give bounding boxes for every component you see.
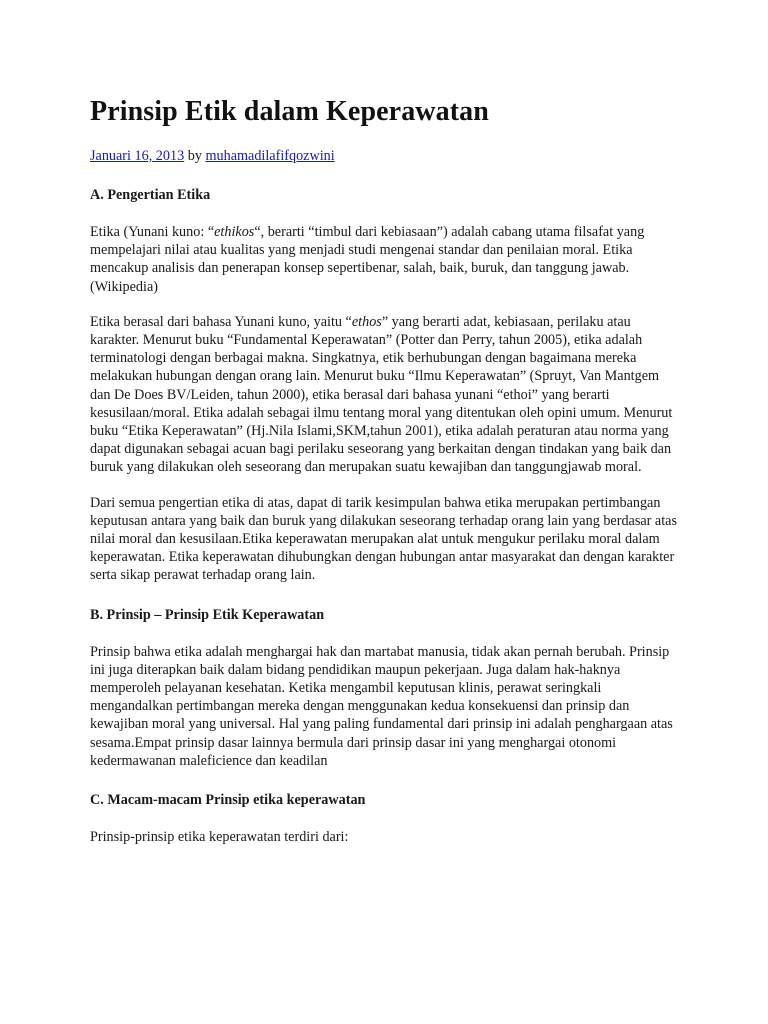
section-a-paragraph-1	[90, 223, 682, 296]
page-title: Prinsip Etik dalam Keperawatan	[90, 96, 489, 127]
by-label: by	[187, 148, 202, 164]
section-a-paragraph-3: Dari semua pengertian etika di atas, dapat di tarik kesimpulan bahwa etika merupakan pertimbangan keputusan antara yang baik dan buruk yang dilakukan seseorang terhadap orang lain yang berdasar atas nilai moral dan kesusilaan.Etika keperawatan merupakan alat untuk mengukur perilaku moral dalam keperawatan. Etika keperawatan dihubungkan dengan hubungan antar masyarakat dan dengan karakter serta sikap perawat terhadap orang lain.	[90, 494, 677, 584]
section-a-paragraph-2	[90, 313, 682, 477]
section-a-heading: A. Pengertian Etika	[90, 187, 211, 203]
text-span: ” yang berarti adat, kebiasaan, perilaku atau karakter. Menurut buku “Fundamental Keperawatan” (Potter dan Perry, tahun 2005), etika adalah terminatologi dengan berbagai makna. Singkatnya, etik berhubungan dengan bagaimana mereka melakukan hubungan dengan orang lain. Menurut buku “Ilmu Keperawatan” (Spruyt, Van Mantgem dan De Does BV/Leiden, tahun 2000), etika berasal dari bahasa yunani “ethoi” yang berarti kesusilaan/moral. Etika adalah sebagai ilmu tentang moral yang ditentukan oleh opini umum. Menurut buku “Etika Keperawatan” (Hj.Nila Islami,SKM,tahun 2001), etika adalah peraturan atau norma yang dapat digunakan sebagai acuan bagi perilaku seseorang yang berkaitan dengan tindakan yang baik dan buruk yang dilakukan oleh seseorang dan merupakan suatu kewajiban dan tanggungjawab moral.	[90, 313, 673, 476]
section-c-paragraph-1: Prinsip-prinsip etika keperawatan terdiri dari:	[90, 829, 349, 846]
section-b-heading: B. Prinsip – Prinsip Etik Keperawatan	[90, 606, 325, 623]
author-link[interactable]: muhamadilafifqozwini	[205, 148, 335, 164]
text-span: “, berarti “timbul dari kebiasaan”) adalah cabang utama filsafat yang mempelajari nilai atau kualitas yang menjadi studi mengenai standar dan penilaian moral. Etika mencakup analisis dan penerapan konsep sepertibenar, salah, baik, buruk, dan tanggung jawab.(Wikipedia)	[90, 224, 645, 295]
text-span: Etika berasal dari bahasa Yunani kuno, yaitu “	[90, 313, 352, 330]
post-meta	[90, 147, 682, 165]
document-page	[90, 94, 682, 846]
italic-term: ethos	[351, 313, 382, 330]
section-c-heading: C. Macam-macam Prinsip etika keperawatan	[90, 792, 366, 809]
italic-term: ethikos	[214, 224, 255, 240]
section-b-paragraph-1: Prinsip bahwa etika adalah menghargai hak dan martabat manusia, tidak akan pernah berubah. Prinsip ini juga diterapkan baik dalam bidang pendidikan maupun pekerjaan. Juga dalam hak-haknya memperoleh pelayanan kesehatan. Ketika mengambil keputusan klinis, perawat seringkali mengandalkan pertimbangan mereka dengan menggunakan kedua konsekuensi dan prinsip dan kewajiban moral yang universal. Hal yang paling fundamental dari prinsip ini adalah penghargaan atas sesama.Empat prinsip dasar lainnya bermula dari prinsip dasar ini yang menghargai otonomi kedermawanan maleficience dan keadilan	[90, 643, 673, 769]
text-span: Etika (Yunani kuno: “	[90, 224, 215, 240]
date-link[interactable]: Januari 16, 2013	[90, 148, 185, 164]
